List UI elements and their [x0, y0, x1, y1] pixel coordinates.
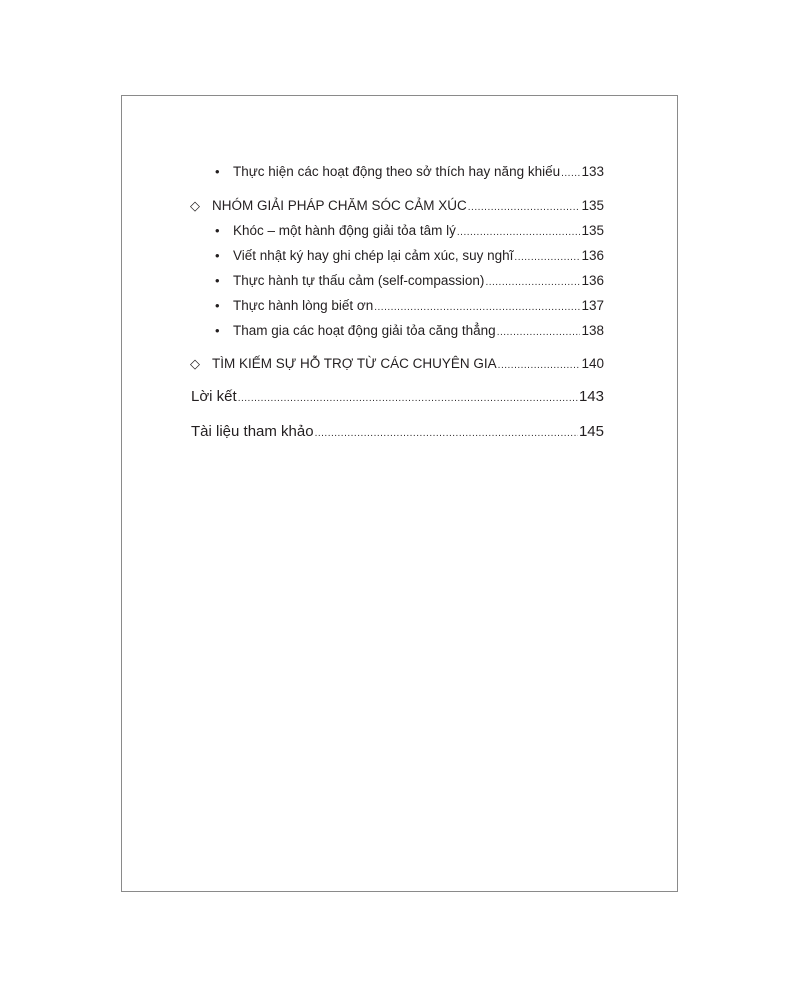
- toc-entry[interactable]: [233, 323, 604, 338]
- toc-entry-page: 136: [581, 273, 604, 288]
- dot-leader: [561, 168, 580, 179]
- toc-entry-title: Thực hành lòng biết ơn: [233, 298, 374, 313]
- toc-section-page: 140: [581, 356, 604, 371]
- bullet-marker: •: [215, 248, 220, 263]
- toc-entry-page: 138: [581, 323, 604, 338]
- dot-leader: [468, 202, 581, 213]
- dot-leader: [374, 302, 580, 313]
- dot-leader: [514, 252, 580, 263]
- toc-entry-page: 133: [581, 164, 604, 179]
- page-frame: [121, 95, 678, 892]
- toc-entry-title: Thực hành tự thấu cảm (self-compassion): [233, 273, 485, 288]
- toc-chapter-page: 143: [578, 388, 604, 405]
- toc-section[interactable]: [212, 198, 604, 213]
- toc-section-title: NHÓM GIẢI PHÁP CHĂM SÓC CẢM XÚC: [212, 198, 467, 213]
- dot-leader: [315, 428, 578, 439]
- toc-entry[interactable]: [233, 164, 604, 179]
- dot-leader: [457, 227, 581, 238]
- dot-leader: [485, 277, 580, 288]
- toc-section[interactable]: [212, 356, 604, 371]
- toc-entry-title: Khóc – một hành động giải tỏa tâm lý: [233, 223, 456, 238]
- toc-entry-title: Thực hiện các hoạt động theo sở thích hay năng khiếu: [233, 164, 561, 179]
- toc-entry[interactable]: [233, 223, 604, 238]
- toc-entry-page: 135: [581, 223, 604, 238]
- toc-chapter-title: Lời kết: [191, 388, 237, 405]
- toc-section-page: 135: [581, 198, 604, 213]
- toc-chapter[interactable]: [191, 423, 604, 440]
- toc-entry[interactable]: [233, 273, 604, 288]
- toc-entry[interactable]: [233, 298, 604, 313]
- dot-leader: [498, 360, 581, 371]
- toc-section-title: TÌM KIẾM SỰ HỖ TRỢ TỪ CÁC CHUYÊN GIA: [212, 356, 497, 371]
- bullet-marker: •: [215, 298, 220, 313]
- bullet-marker: •: [215, 323, 220, 338]
- diamond-marker: ◇: [190, 198, 200, 213]
- toc-entry-title: Tham gia các hoạt động giải tỏa căng thẳng: [233, 323, 496, 338]
- diamond-marker: ◇: [190, 356, 200, 371]
- dot-leader: [497, 327, 581, 338]
- toc-entry-page: 137: [581, 298, 604, 313]
- toc-chapter[interactable]: [191, 388, 604, 405]
- bullet-marker: •: [215, 164, 220, 179]
- bullet-marker: •: [215, 223, 220, 238]
- toc-chapter-page: 145: [578, 423, 604, 440]
- dot-leader: [238, 393, 578, 404]
- toc-entry-page: 136: [581, 248, 604, 263]
- toc-chapter-title: Tài liệu tham khảo: [191, 423, 314, 440]
- toc-entry[interactable]: [233, 248, 604, 263]
- toc-entry-title: Viết nhật ký hay ghi chép lại cảm xúc, suy nghĩ: [233, 248, 514, 263]
- bullet-marker: •: [215, 273, 220, 288]
